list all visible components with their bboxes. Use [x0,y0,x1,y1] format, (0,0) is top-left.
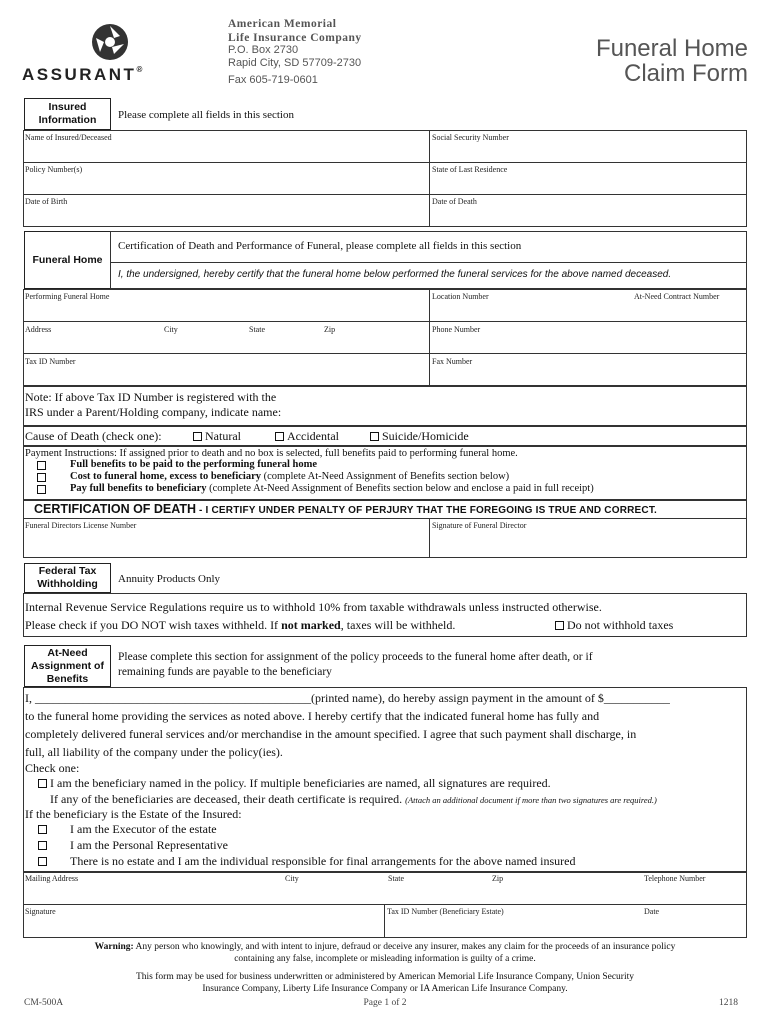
tax-id-field[interactable]: Tax ID Number [25,357,76,366]
state-field[interactable]: State [249,325,265,334]
insured-instruction: Please complete all fields in this section [118,109,294,121]
checkbox-icon[interactable] [555,621,564,630]
performing-funeral-home-field[interactable]: Performing Funeral Home [25,292,110,301]
funeral-home-certify: I, the undersigned, hereby certify that the funeral home below performed the funeral services for the above named deceased. [118,269,672,280]
form-title [596,36,748,86]
checkbox-icon[interactable] [193,432,202,441]
funeral-home-section-label: Funeral Home [24,231,111,289]
assignment-section-label: At-Need Assignment of Benefits [24,645,111,687]
director-signature-field[interactable]: Signature of Funeral Director [432,521,527,530]
check-one-label: Check one: [25,761,80,775]
at-need-contract-field[interactable]: At-Need Contract Number [634,292,720,301]
executor-option: I am the Executor of the estate [70,822,217,836]
assignment-instruction-1: Please complete this section for assignment of the policy proceeds to the funeral home after death, or if [118,651,593,663]
cause-of-death-label: Cause of Death (check one): [25,429,162,443]
logo-text: ASSURANT® [22,65,145,84]
payment-instructions: Payment Instructions: If assigned prior to death and no box is selected, full benefits paid to performing funeral home. [25,448,518,459]
phone-number-field[interactable]: Phone Number [432,325,481,334]
deceased-beneficiary-note: If any of the beneficiaries are deceased, their death certificate is required. (Attach an additional document if more than two signatures are required.) [50,792,657,806]
address-field[interactable]: Address [25,325,52,334]
checkbox-icon[interactable] [37,473,46,482]
fax-number-field[interactable]: Fax Number [432,357,473,366]
policy-number-field[interactable]: Policy Number(s) [25,165,83,174]
checkbox-icon[interactable] [37,461,46,470]
cause-suicide-option[interactable]: Suicide/Homicide [370,429,469,444]
insured-name-field[interactable]: Name of Insured/Deceased [25,133,112,142]
estate-heading: If the beneficiary is the Estate of the Insured: [25,807,242,821]
mailing-address-field[interactable]: Mailing Address [25,874,79,883]
personal-rep-option: I am the Personal Representative [70,838,228,852]
cause-natural-option[interactable]: Natural [193,429,241,444]
location-number-field[interactable]: Location Number [432,292,489,301]
beneficiary-option[interactable]: I am the beneficiary named in the policy. If multiple beneficiaries are named, all signatures are required. [38,776,551,791]
beneficiary-signature-field[interactable]: Signature [25,907,56,916]
insured-section-label: Insured Information [24,98,111,130]
page-number: Page 1 of 2 [363,998,407,1008]
assignment-line-2: to the funeral home providing the services as noted above. I hereby certify that the indicated funeral home has fully and [25,709,600,723]
irs-regulations: Internal Revenue Service Regulations require us to withhold 10% from taxable withdrawals unless instructed otherwise. [25,600,602,614]
annuity-products-only: Annuity Products Only [118,573,221,585]
checkbox-icon[interactable] [38,857,47,866]
logo-mark-icon [90,22,130,62]
city-field[interactable]: City [164,325,178,334]
zip-field[interactable]: Zip [324,325,336,334]
assignment-instruction-2: remaining funds are payable to the beneficiary [118,666,332,678]
date-of-death-field[interactable]: Date of Death [432,197,477,206]
checkbox-icon[interactable] [275,432,284,441]
parent-company-input[interactable] [330,400,740,420]
form-title-line1: Funeral Home [595,35,748,62]
company-po: P.O. Box 2730 [228,44,299,56]
state-residence-field[interactable]: State of Last Residence [432,165,508,174]
do-not-withhold-option[interactable]: Do not withhold taxes [555,618,673,633]
beneficiary-contact-grid [23,872,747,938]
federal-tax-section-label: Federal Tax Withholding [24,563,111,593]
checkbox-icon[interactable] [38,825,47,834]
date-of-birth-field[interactable]: Date of Birth [25,197,68,206]
no-estate-option: There is no estate and I am the individual responsible for final arrangements for the above named insured [70,854,576,868]
company-name-1: American Memorial [228,18,337,30]
mailing-state-field[interactable]: State [388,874,404,883]
checkbox-icon[interactable] [38,841,47,850]
funeral-home-grid [23,289,747,386]
assignment-line-4: full, all liability of the company under the policy(ies). [25,745,283,759]
funeral-home-instruction: Certification of Death and Performance of Funeral, please complete all fields in this section [118,240,522,252]
payment-option-full: Full benefits to be paid to the performing funeral home [70,459,318,470]
ssn-field[interactable]: Social Security Number [432,133,509,142]
beneficiary-tax-id-field[interactable]: Tax ID Number (Beneficiary Estate) [387,907,504,916]
withhold-instruction: Please check if you DO NOT wish taxes withheld. If not marked, taxes will be withheld. [25,618,456,632]
company-city: Rapid City, SD 57709-2730 [228,57,362,69]
note-line2: IRS under a Parent/Holding company, indicate name: [25,405,282,419]
assignment-line-1[interactable]: I, ______________________________________________(printed name), do hereby assign payment in the amount of $___________ [25,691,670,705]
assignment-line-3: completely delivered funeral services and/or merchandise in the amount specified. I agree that such payment shall discharge, in [25,727,637,741]
checkbox-icon[interactable] [37,485,46,494]
beneficiary-date-field[interactable]: Date [644,907,660,916]
checkbox-icon[interactable] [370,432,379,441]
telephone-field[interactable]: Telephone Number [644,874,706,883]
warning-text: Warning: Any person who knowingly, and with intent to injure, defraud or deceive any insurer, makes any claim for the proceeds of an insurance policy containing any false, incomplete or misleading information is guilty of a crime. [94,942,676,964]
payment-option-excess: Cost to funeral home, excess to beneficiary (complete At-Need Assignment of Benefits section below) [70,471,510,482]
form-code: CM-500A [24,998,64,1008]
cause-accidental-option[interactable]: Accidental [275,429,339,444]
form-version: 1218 [719,998,738,1008]
checkbox-icon[interactable] [38,779,47,788]
company-fax: Fax 605-719-0601 [228,74,318,86]
assurant-logo [22,22,152,88]
business-text: This form may be used for business underwritten or administered by American Memorial Life Insurance Company, Union Security Insurance Company, Liberty Life Insurance Company or IA American Life Insurance Company. [135,972,634,994]
mailing-zip-field[interactable]: Zip [492,874,504,883]
payment-option-beneficiary: Pay full benefits to beneficiary (complete At-Need Assignment of Benefits section below and enclose a paid in full receipt) [70,483,594,494]
license-number-field[interactable]: Funeral Directors License Number [25,521,137,530]
insured-grid [23,130,747,227]
mailing-city-field[interactable]: City [285,874,299,883]
note-line1: Note: If above Tax ID Number is registered with the [25,390,277,404]
company-name-2: Life Insurance Company [228,32,362,44]
certification-heading: CERTIFICATION OF DEATH - I CERTIFY UNDER PENALTY OF PERJURY THAT THE FOREGOING IS TRUE AND CORRECT. [34,502,658,516]
form-title-line2: Claim Form [624,60,748,87]
